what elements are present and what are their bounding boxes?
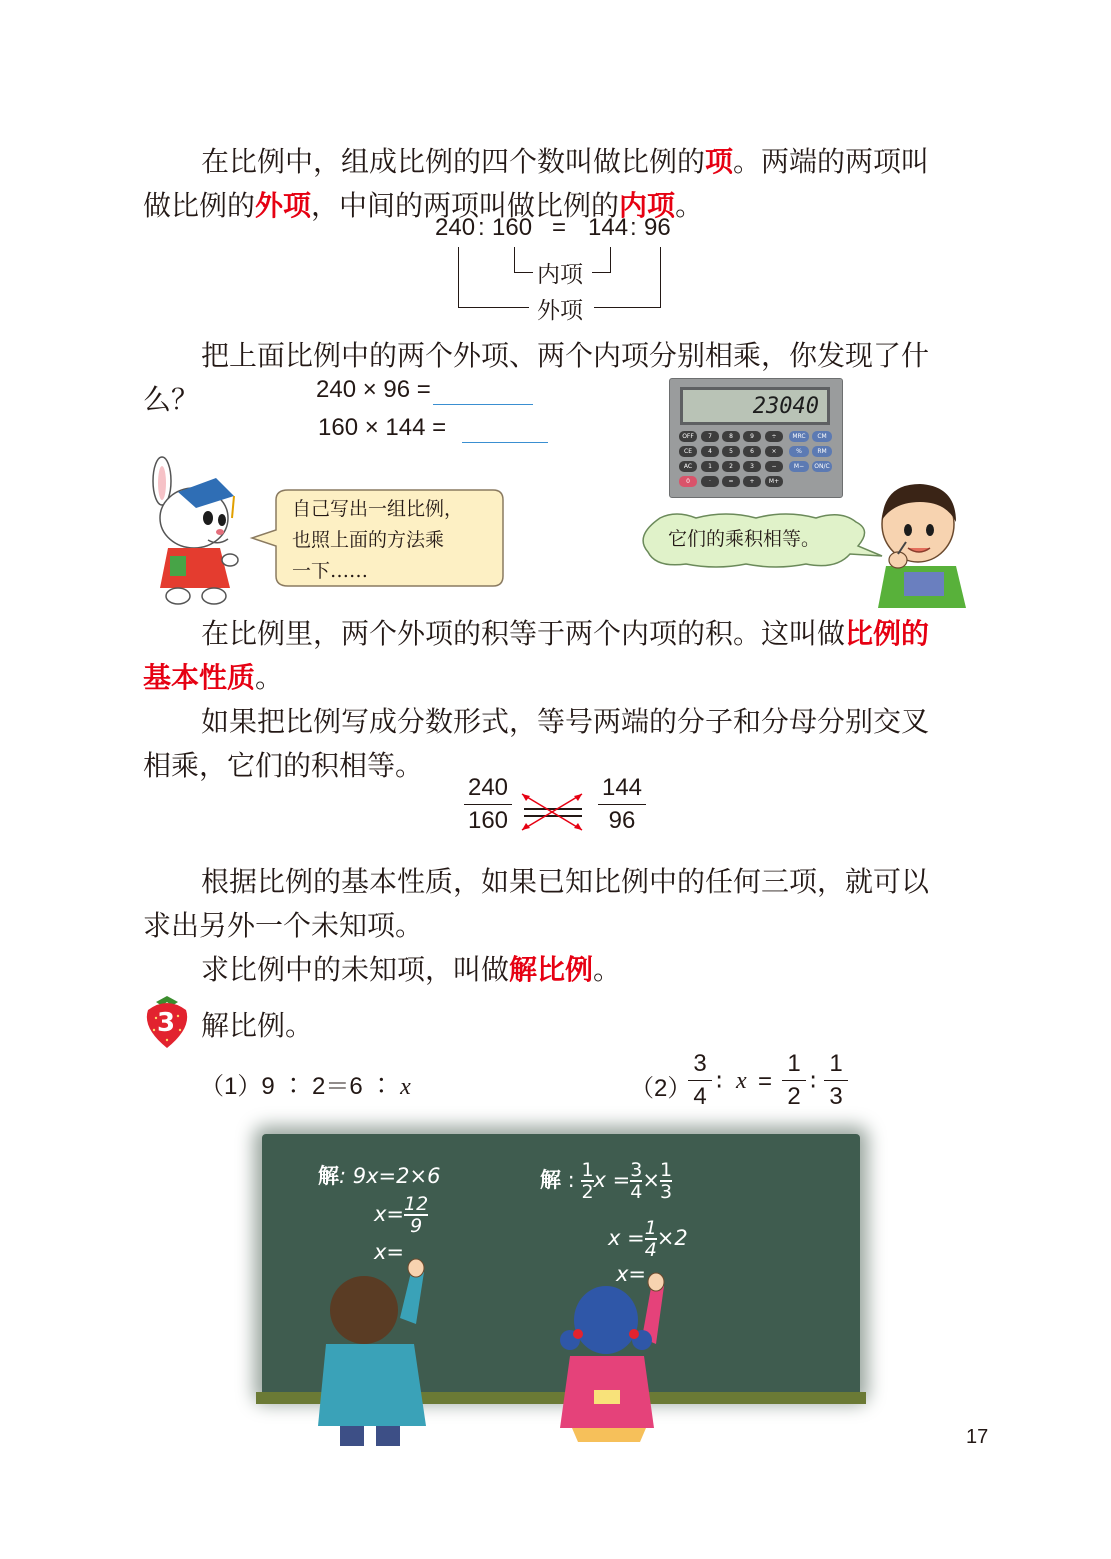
highlight-outer: 外项 (255, 189, 312, 222)
calculator-illustration (669, 378, 843, 498)
calculator-key: AC (679, 461, 697, 472)
calculator-key: 2 (722, 461, 740, 472)
calculator-key: 5 (722, 446, 740, 457)
cross-multiplication-diagram (456, 774, 656, 854)
calculator-key: RM (812, 446, 832, 457)
calculator-key: 0 (679, 476, 697, 487)
calculator-key: 1 (701, 461, 719, 472)
equation-inner-product: 160 × 144 = (318, 414, 447, 441)
calculator-key: % (789, 446, 809, 457)
calculator-key: 3 (743, 461, 761, 472)
board-right-line1: 解 : $\frac{1}{2}x =\frac{3}{4}\times\frac{1}{3}$ (540, 1159, 673, 1203)
outer-label: 外项 (537, 298, 583, 324)
calculator-key: = (722, 476, 740, 487)
boy-character-illustration (874, 480, 970, 608)
calculator-key: 7 (701, 431, 719, 442)
calculator-key: · (701, 476, 719, 487)
answer-blank-2[interactable] (462, 442, 548, 443)
calculator-key: OFF (679, 431, 697, 442)
calculator-key: − (765, 461, 783, 472)
fraction-right: 144 96 (598, 774, 646, 835)
fraction-form-paragraph: 如果把比例写成分数形式，等号两端的分子和分母分别交叉 相乘，它们的积相等。 (143, 705, 930, 782)
highlight-term: 项 (705, 145, 734, 178)
inner-term-b: 160 (492, 214, 533, 241)
example-title: 解比例。 (201, 1009, 314, 1042)
calculator-key: 9 (743, 431, 761, 442)
example-number: 3 (157, 1008, 176, 1038)
calculator-key: × (765, 446, 783, 457)
problem-1: （1）9 ∶ 2＝6 ∶ x (200, 1073, 411, 1100)
speech-bubble-right-text: 它们的乘积相等。 (668, 528, 821, 550)
cross-arrows-icon (516, 788, 590, 836)
calculator-key: 8 (722, 431, 740, 442)
calculator-key: ON/C (812, 461, 832, 472)
inner-term-c: 144 (588, 214, 629, 241)
basic-property-paragraph: 在比例里，两个外项的积等于两个内项的积。这叫做比例的 基本性质。 (143, 617, 930, 694)
board-left-line3: x= (374, 1240, 405, 1264)
highlight-inner: 内项 (619, 189, 676, 222)
solve-unknown-paragraph: 根据比例的基本性质，如果已知比例中的任何三项，就可以 求出另外一个未知项。 (143, 865, 930, 942)
rabbit-character-illustration (138, 456, 248, 606)
fraction-left: 240 160 (464, 774, 512, 835)
calculator-display: 23040 (680, 387, 830, 425)
calculator-key: ÷ (765, 431, 783, 442)
highlight-solve-proportion: 解比例 (509, 953, 594, 986)
board-left-line2: $x=\frac{12}{9}$ (374, 1193, 429, 1237)
outer-term-a: 240 (435, 214, 476, 241)
board-right-line3: x= (616, 1262, 647, 1286)
inner-label: 内项 (537, 262, 583, 288)
page-number: 17 (966, 1426, 989, 1448)
calculator-key: + (743, 476, 761, 487)
outer-term-d: 96 (644, 214, 671, 241)
calculator-key: CM (812, 431, 832, 442)
equation-outer-product: 240 × 96 = (316, 376, 431, 403)
highlight-basic-property: 基本性质 (143, 661, 256, 694)
ratio-diagram: 240 : 160 = 144 : 96 内项 外项 (435, 214, 671, 324)
board-right-line2: $x =\frac{1}{4}\times 2$ (608, 1217, 688, 1261)
solve-proportion-definition: 求比例中的未知项，叫做解比例。 (201, 953, 622, 986)
outer-bracket-right (594, 247, 661, 308)
calculator-key: 4 (701, 446, 719, 457)
calculator-key: M− (789, 461, 809, 472)
calculator-key: 6 (743, 446, 761, 457)
answer-blank-1[interactable] (433, 404, 533, 405)
outer-bracket-left (458, 247, 529, 308)
speech-bubble-left-text: 自己写出一组比例， 也照上面的方法乘 一下…… (292, 498, 464, 582)
paragraph-terms: 在比例中，组成比例的四个数叫做比例的项。两端的两项叫 做比例的外项，中间的两项叫做比例的内项。 (143, 145, 930, 222)
boy-at-board-illustration (318, 1258, 438, 1446)
girl-at-board-illustration (556, 1272, 676, 1448)
board-left-line1: 解: 9x=2×6 (318, 1164, 441, 1188)
question-paragraph: 把上面比例中的两个外项、两个内项分别相乘，你发现了什么？ (143, 339, 930, 416)
calculator-keypad (679, 431, 835, 493)
calculator-key: CE (679, 446, 697, 457)
problem-2: （2） 3 4 ∶ x = 1 2 ∶ 1 3 (630, 1050, 870, 1116)
calculator-key: M+ (765, 476, 783, 487)
calculator-key: MRC (789, 431, 809, 442)
